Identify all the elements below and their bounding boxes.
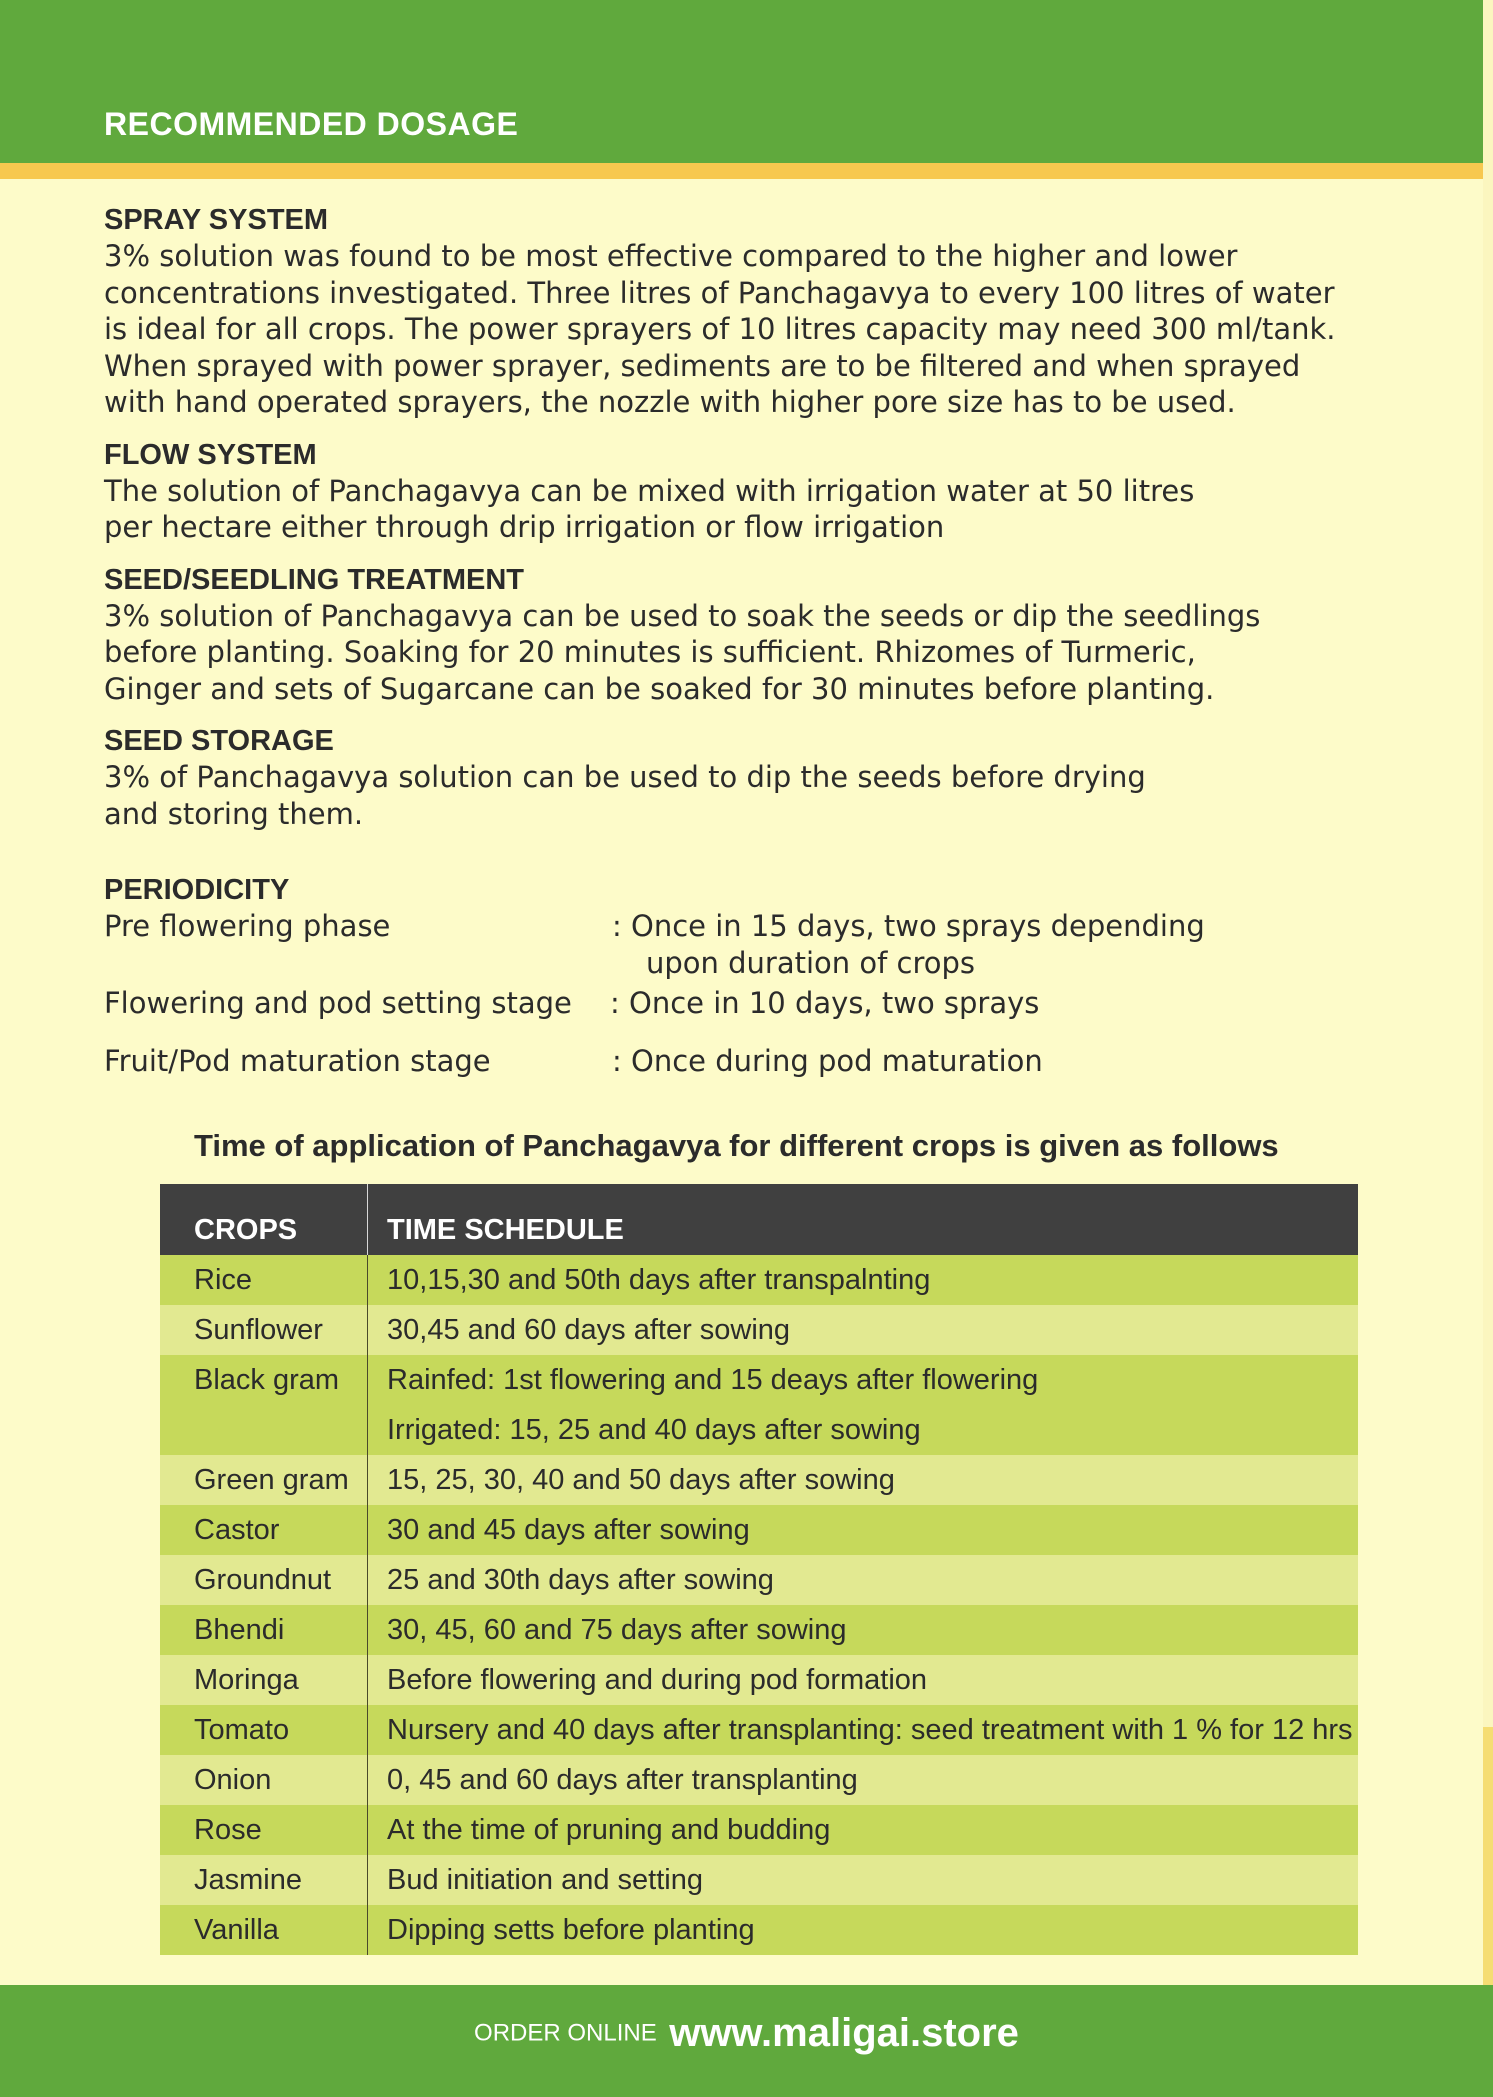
schedule-cell: 15, 25, 30, 40 and 50 days after sowing bbox=[368, 1455, 1359, 1505]
body-line: per hectare either through drip irrigation or flow irrigation bbox=[104, 510, 945, 544]
crop-cell: Onion bbox=[160, 1755, 368, 1805]
schedule-cell: 0, 45 and 60 days after transplanting bbox=[368, 1755, 1359, 1805]
table-caption: Time of application of Panchagavya for different crops is given as follows bbox=[194, 1128, 1279, 1163]
crop-cell: Rose bbox=[160, 1805, 368, 1855]
section-seed-storage bbox=[104, 723, 1424, 832]
right-edge-band bbox=[1483, 0, 1493, 1985]
store-url-link[interactable]: www.maligai.store bbox=[669, 2011, 1019, 2055]
section-body bbox=[104, 473, 1424, 546]
crop-cell: Bhendi bbox=[160, 1605, 368, 1655]
section-body bbox=[104, 238, 1424, 421]
table-row bbox=[160, 1455, 1358, 1505]
column-header-crops: CROPS bbox=[160, 1184, 368, 1255]
periodicity-row bbox=[104, 908, 1424, 985]
schedule-cell: At the time of pruning and budding bbox=[368, 1805, 1359, 1855]
table-header-row bbox=[160, 1184, 1358, 1255]
footer-content bbox=[0, 2011, 1493, 2056]
phase-label: Pre flowering phase bbox=[104, 909, 391, 943]
body-line: concentrations investigated. Three litres of Panchagavya to every 100 litres of water bbox=[104, 275, 1335, 310]
table-row bbox=[160, 1805, 1358, 1855]
crop-cell: Castor bbox=[160, 1505, 368, 1555]
section-seed-treatment bbox=[104, 562, 1424, 708]
order-online-label: ORDER ONLINE bbox=[474, 2019, 657, 2047]
schedule-cell: 30 and 45 days after sowing bbox=[368, 1505, 1359, 1555]
body-line: 3% solution of Panchagavya can be used to soak the seeds or dip the seedlings bbox=[104, 598, 1261, 633]
schedule-cell: 10,15,30 and 50th days after transpalnting bbox=[368, 1255, 1359, 1305]
table-row bbox=[160, 1555, 1358, 1605]
body-line: The solution of Panchagavya can be mixed with irrigation water at 50 litres bbox=[104, 473, 1195, 508]
table-row bbox=[160, 1855, 1358, 1905]
schedule-cell: Nursery and 40 days after transplanting: seed treatment with 1 % for 12 hrs bbox=[368, 1705, 1359, 1755]
schedule-cell bbox=[368, 1355, 1359, 1455]
table-row bbox=[160, 1305, 1358, 1355]
crop-cell: Moringa bbox=[160, 1655, 368, 1705]
phase-value: : Once during pod maturation bbox=[612, 1044, 1043, 1078]
section-title: FLOW SYSTEM bbox=[104, 438, 317, 471]
schedule-cell: Dipping setts before planting bbox=[368, 1905, 1359, 1955]
section-body bbox=[104, 759, 1424, 832]
crop-cell: Groundnut bbox=[160, 1555, 368, 1605]
header-stripe bbox=[0, 163, 1483, 179]
section-title: PERIODICITY bbox=[104, 874, 290, 906]
crop-cell: Green gram bbox=[160, 1455, 368, 1505]
schedule-cell: 30,45 and 60 days after sowing bbox=[368, 1305, 1359, 1355]
section-title: SPRAY SYSTEM bbox=[104, 204, 329, 236]
phase-value-line: : Once in 15 days, two sprays depending bbox=[612, 909, 1205, 943]
periodicity-row bbox=[104, 985, 1424, 1043]
body-line: When sprayed with power sprayer, sediments are to be filtered and when sprayed bbox=[104, 348, 1301, 383]
table-row bbox=[160, 1605, 1358, 1655]
crop-cell: Vanilla bbox=[160, 1905, 368, 1955]
crop-cell: Tomato bbox=[160, 1705, 368, 1755]
table-row bbox=[160, 1355, 1358, 1455]
phase-value-line: upon duration of crops bbox=[646, 946, 976, 980]
body-line: with hand operated sprayers, the nozzle with higher pore size has to be used. bbox=[104, 385, 1236, 419]
crop-cell: Sunflower bbox=[160, 1305, 368, 1355]
schedule-cell: 30, 45, 60 and 75 days after sowing bbox=[368, 1605, 1359, 1655]
crop-cell: Rice bbox=[160, 1255, 368, 1305]
crop-name: Black gram bbox=[194, 1364, 340, 1396]
table-row bbox=[160, 1755, 1358, 1805]
body-line: 3% solution was found to be most effective compared to the higher and lower bbox=[104, 239, 1238, 273]
periodicity-row bbox=[104, 1043, 1424, 1083]
header-bar bbox=[0, 0, 1483, 163]
section-body bbox=[104, 598, 1424, 708]
section-periodicity bbox=[104, 872, 1424, 1083]
dosage-sections bbox=[104, 202, 1424, 848]
section-flow-system bbox=[104, 437, 1424, 546]
phase-label: Fruit/Pod maturation stage bbox=[104, 1044, 491, 1078]
schedule-line: Irrigated: 15, 25 and 40 days after sowing bbox=[387, 1414, 921, 1446]
phase-value bbox=[612, 908, 1205, 982]
body-line: 3% of Panchagavya solution can be used to dip the seeds before drying bbox=[104, 760, 1146, 794]
table-row bbox=[160, 1505, 1358, 1555]
column-header-schedule: TIME SCHEDULE bbox=[368, 1184, 1359, 1255]
schedule-line: Rainfed: 1st flowering and 15 deays after flowering bbox=[387, 1364, 1039, 1396]
footer-bar bbox=[0, 1985, 1493, 2097]
body-line: and storing them. bbox=[104, 796, 364, 831]
table-row bbox=[160, 1705, 1358, 1755]
section-spray-system bbox=[104, 202, 1424, 421]
table-row bbox=[160, 1655, 1358, 1705]
body-line: before planting. Soaking for 20 minutes is sufficient. Rhizomes of Turmeric, bbox=[104, 635, 1196, 669]
body-line: Ginger and sets of Sugarcane can be soaked for 30 minutes before planting. bbox=[104, 671, 1215, 706]
section-title: SEED/SEEDLING TREATMENT bbox=[104, 563, 524, 596]
schedule-cell: 25 and 30th days after sowing bbox=[368, 1555, 1359, 1605]
phase-value: : Once in 10 days, two sprays bbox=[610, 986, 1040, 1020]
crop-cell bbox=[160, 1355, 368, 1455]
page-title: RECOMMENDED DOSAGE bbox=[104, 106, 519, 142]
table-row bbox=[160, 1255, 1358, 1305]
phase-label: Flowering and pod setting stage bbox=[104, 986, 572, 1020]
schedule-cell: Before flowering and during pod formation bbox=[368, 1655, 1359, 1705]
right-edge-accent bbox=[1483, 1727, 1493, 1985]
body-line: is ideal for all crops. The power sprayers of 10 litres capacity may need 300 ml/tank. bbox=[104, 312, 1336, 346]
schedule-cell: Bud initiation and setting bbox=[368, 1855, 1359, 1905]
section-title: SEED STORAGE bbox=[104, 725, 334, 757]
crop-cell: Jasmine bbox=[160, 1855, 368, 1905]
table-row bbox=[160, 1905, 1358, 1955]
crop-schedule-table bbox=[160, 1184, 1358, 1955]
